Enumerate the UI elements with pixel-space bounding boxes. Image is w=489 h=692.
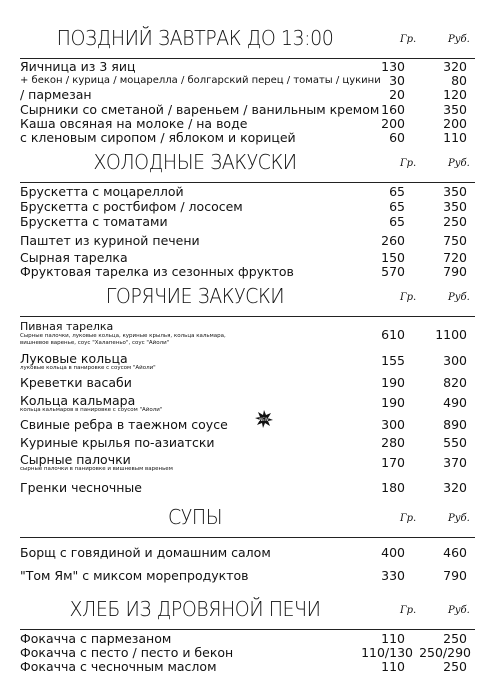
item-price: 890 (443, 417, 467, 432)
grams-header: Гр. (400, 34, 417, 45)
section-title: ПОЗДНИЙ ЗАВТРАК ДО 13:00 (56, 26, 334, 50)
item-price: 250 (443, 214, 467, 229)
menu-item (20, 394, 475, 414)
rubles-header: Руб. (448, 605, 470, 616)
item-grams: 180 (381, 480, 405, 495)
item-grams: 130 (381, 59, 405, 74)
item-description: луковые кольца в панировке с соусом "Айоли" (20, 365, 156, 371)
item-grams: 200 (381, 116, 405, 131)
item-name: Яичница из 3 яиц (20, 59, 136, 74)
new-badge-icon (255, 410, 273, 428)
item-price: 200 (443, 116, 467, 131)
item-grams: 65 (389, 184, 405, 199)
section-header (20, 503, 475, 538)
item-price: 550 (443, 435, 467, 450)
item-name: с кленовым сиропом / яблоком и корицей (20, 130, 296, 145)
item-description: Сырные палочки, луковые кольца, куриные крылья, кольца кальмара, вишневое варенье, соус "Халапеньо", соус "Айоли" (20, 333, 226, 346)
item-grams: 280 (381, 435, 405, 450)
rubles-header: Руб. (448, 158, 470, 169)
section-header (20, 282, 475, 317)
item-name: Брускетта с томатами (20, 214, 168, 229)
item-grams: 400 (381, 545, 405, 560)
item-description: сырные палочки в панировке и вишневым вареньем (20, 466, 173, 472)
item-description: кольца кальмаров в панировке с соусом "Айоли" (20, 407, 163, 413)
section-title: СУПЫ (167, 505, 223, 529)
item-grams: 570 (381, 264, 405, 279)
section-header (20, 595, 475, 630)
item-price: 370 (443, 455, 467, 470)
item-grams: 160 (381, 102, 405, 117)
item-name: Фокачча с чесночным маслом (20, 659, 217, 674)
item-price: 250 (443, 659, 467, 674)
section-title: ХЛЕБ ИЗ ДРОВЯНОЙ ПЕЧИ (69, 597, 321, 621)
item-name: "Том Ям" с миксом морепродуктов (20, 568, 249, 583)
item-name: Свиные ребра в таежном соусе (20, 417, 228, 432)
item-price: 350 (443, 184, 467, 199)
item-price: 110 (443, 130, 467, 145)
item-name: Фокачча с пармезаном (20, 631, 172, 646)
item-grams: 170 (381, 455, 405, 470)
item-grams: 30 (389, 73, 405, 88)
item-name: Фокачча с песто / песто и бекон (20, 645, 234, 660)
section-header (20, 148, 475, 183)
grams-header: Гр. (400, 513, 417, 524)
rubles-header: Руб. (448, 34, 470, 45)
item-name: Фруктовая тарелка из сезонных фруктов (20, 264, 294, 279)
grams-header: Гр. (400, 158, 417, 169)
menu-item (20, 453, 475, 473)
item-grams: 20 (389, 87, 405, 102)
menu-item (20, 320, 475, 350)
section-header (20, 24, 475, 59)
item-name: Сырная тарелка (20, 250, 128, 265)
item-name: Паштет из куриной печени (20, 233, 200, 248)
item-name: + бекон / курица / моцарелла / болгарский перец / томаты / цукини (20, 75, 381, 86)
item-price: 320 (443, 480, 467, 495)
item-name: Сырники со сметаной / вареньем / ванильным кремом (20, 102, 380, 117)
item-price: 320 (443, 59, 467, 74)
item-grams: 60 (389, 130, 405, 145)
item-price: 300 (443, 353, 467, 368)
item-price: 790 (443, 568, 467, 583)
new-badge-label: NEW (259, 417, 269, 422)
item-grams: 155 (381, 353, 405, 368)
item-name: Брускетта с моцареллой (20, 184, 184, 199)
item-name: Борщ с говядиной и домашним салом (20, 545, 271, 560)
section-bread (20, 595, 475, 630)
item-price: 490 (443, 395, 467, 410)
item-grams: 330 (381, 568, 405, 583)
item-name: Пивная тарелка (20, 320, 114, 333)
item-price: 250/290 (419, 645, 471, 660)
item-name: Сырные палочки (20, 452, 131, 467)
item-price: 1100 (435, 327, 467, 342)
item-price: 350 (443, 102, 467, 117)
item-grams: 300 (381, 417, 405, 432)
item-grams: 65 (389, 214, 405, 229)
item-name: Гренки чесночные (20, 480, 142, 495)
item-name: Брускетта с ростбифом / лососем (20, 199, 243, 214)
item-price: 350 (443, 199, 467, 214)
rubles-header: Руб. (448, 292, 470, 303)
item-name: Луковые кольца (20, 351, 128, 366)
item-price: 460 (443, 545, 467, 560)
grams-header: Гр. (400, 292, 417, 303)
item-price: 790 (443, 264, 467, 279)
item-grams: 110/130 (361, 645, 413, 660)
item-price: 720 (443, 250, 467, 265)
item-grams: 260 (381, 233, 405, 248)
grams-header: Гр. (400, 605, 417, 616)
item-name: Кольца кальмара (20, 393, 136, 408)
item-grams: 150 (381, 250, 405, 265)
item-grams: 190 (381, 375, 405, 390)
rubles-header: Руб. (448, 513, 470, 524)
item-price: 120 (443, 87, 467, 102)
item-price: 750 (443, 233, 467, 248)
item-price: 820 (443, 375, 467, 390)
item-name: Каша овсяная на молоке / на воде (20, 116, 248, 131)
item-grams: 190 (381, 395, 405, 410)
item-grams: 65 (389, 199, 405, 214)
menu-item (20, 352, 475, 372)
section-late-breakfast (20, 24, 475, 59)
section-hot-appetizers (20, 282, 475, 317)
item-grams: 610 (381, 327, 405, 342)
item-price: 250 (443, 631, 467, 646)
item-grams: 110 (381, 659, 405, 674)
section-title: ХОЛОДНЫЕ ЗАКУСКИ (93, 150, 297, 174)
section-title: ГОРЯЧИЕ ЗАКУСКИ (105, 284, 285, 308)
section-cold-appetizers (20, 148, 475, 183)
item-grams: 110 (381, 631, 405, 646)
item-name: Куриные крылья по-азиатски (20, 435, 215, 450)
item-price: 80 (451, 73, 467, 88)
item-name: Креветки васаби (20, 375, 132, 390)
item-name: / пармезан (20, 87, 92, 102)
section-soups (20, 503, 475, 538)
